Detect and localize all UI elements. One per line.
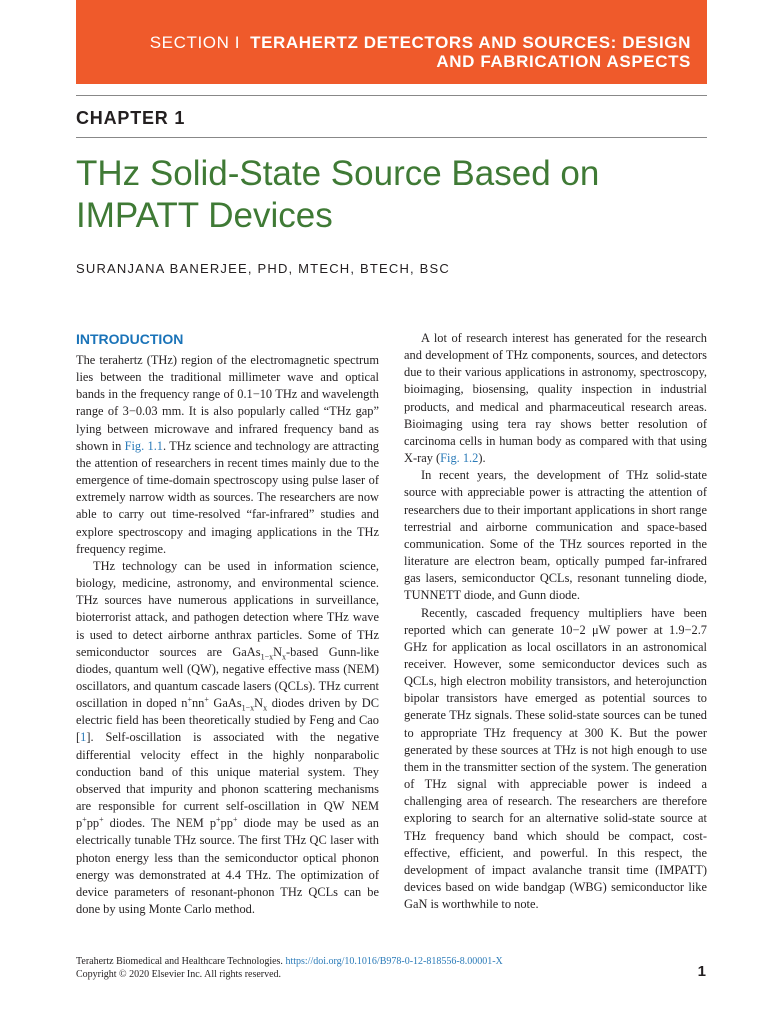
section-title-line-1: TERAHERTZ DETECTORS AND SOURCES: DESIGN bbox=[250, 33, 691, 52]
divider-bottom bbox=[76, 137, 707, 138]
footer-citation bbox=[76, 955, 503, 968]
chapter-title-line-2: IMPATT Devices bbox=[76, 196, 333, 235]
paragraph-2: THz technology can be used in information science, biology, medicine, astronomy, and environmental science. THz sources have numerous applications in surveillance, bioterrorist attack, and pathogen detection where THz wave is used to detect airborne anthrax particles. Some of THz semiconductor sources are $GaAs_{1-x}N_x$-based Gunn-like diodes, quantum well (QW), negative effective mass (NEM) oscillators, and quantum cascade lasers (QCLs). THz current oscillation in doped n+nn+ $GaAs_{1-x}N_x$ diodes driven by DC electric field has been theoretically studied by Feng and Cao [1]. Self-oscillation is associated with the negative differential velocity effect in the highly nonparabolic conduction band of this unique material system. They observed that impurity and phonon scattering mechanisms are responsible for current self-oscillation in QW NEM p+pp+ diodes. The NEM p+pp+ diode may be used as an electrically tunable THz source. The first THz QC laser with photon energy less than the semiconductor optical phonon energy was demonstrated at 4.4 THz. The optimization of device parameters of resonant-phonon THz QCLs can be done by using Monte Carlo method. bbox=[76, 558, 380, 916]
author-line: SURANJANA BANERJEE, PHD, MTECH, BTECH, BSC bbox=[76, 261, 451, 276]
chapter-label: CHAPTER 1 bbox=[76, 108, 186, 128]
divider-top bbox=[76, 95, 707, 96]
page-number: 1 bbox=[697, 963, 706, 980]
copyright: Copyright © 2020 Elsevier Inc. All rights reserved. bbox=[76, 969, 282, 980]
left-column bbox=[76, 330, 379, 918]
section-label: SECTION I bbox=[149, 33, 241, 52]
footer bbox=[76, 955, 503, 981]
right-column bbox=[404, 330, 707, 913]
section-banner bbox=[76, 0, 707, 84]
paragraph-5: Recently, cascaded frequency multipliers have been reported which can generate 10−2 μW power at 1.9−2.7 GHz for application as local oscillators in an astronomical receiver. However, some semiconductor devices such as QCLs, high electron mobility transistors, and heterojunction bipolar transistors have emerged as potential sources to generate THz signals. These solid-state sources can be tuned to appropriate THz frequency at 300 K. But the power generated by these sources at THz is not high enough to use them in the transmitter section of the system. The generation of THz signal with appreciable power is indeed a challenging area of research. The researchers are therefore exploring to search for an alternative solid-state source at THz frequency band which should be compact, cost-effective, efficient, and powerful. In this respect, the development of impact avalanche transit time (IMPATT) devices based on wide bandgap (WBG) semiconductor like GaN is worthwhile to note. bbox=[404, 605, 707, 912]
paragraph-1: The terahertz (THz) region of the electromagnetic spectrum lies between the traditional millimeter wave and optical bands in the frequency range of 0.1−10 THz and wavelength range of 3−0.03 mm. It is also popularly called “THz gap” lying between microwave and infrared frequency band as shown in Fig. 1.1. THz science and technology are attracting the attention of researchers in recent times mainly due to the emergence of time-domain spectroscopy using pulse laser of extremely narrow width as sources. The researchers are now able to carry out time-resolved “far-infrared” studies and explore spectroscopy and imaging applications in the THz frequency regime. bbox=[76, 353, 379, 556]
doi-link[interactable]: https://doi.org/10.1016/B978-0-12-818556-8.00001-X bbox=[285, 956, 503, 967]
paragraph-4: In recent years, the development of THz solid-state source with appreciable power is attracting the attention of researchers due to their important applications in short range terrestrial and airborne communication and space-based communication. Some of the THz sources reported in the literature are electron beam, optically pumped far-infrared gas lasers, semiconductor QCLs, resonant tunneling diode, TUNNETT diode, and Gunn diode. bbox=[404, 468, 707, 603]
journal-name: Terahertz Biomedical and Healthcare Technologies. bbox=[76, 956, 283, 967]
section-title-line-2: AND FABRICATION ASPECTS bbox=[436, 52, 691, 71]
fig-1-1-link[interactable]: Fig. 1.1 bbox=[124, 438, 164, 453]
chapter-title bbox=[76, 153, 716, 237]
reference-1-link[interactable]: 1 bbox=[80, 730, 87, 745]
paragraph-3: A lot of research interest has generated for the research and development of THz components, sources, and detectors due to their various applications in astronomy, spectroscopy, bioimaging, biosensing, quality inspection in industrial products, and medical and pharmaceutical research areas. Bioimaging using tera ray shows better resolution of carcinoma cells in human body as compared with that using X-ray (Fig. 1.2). bbox=[404, 331, 707, 466]
banner-line-1 bbox=[150, 33, 691, 53]
introduction-heading: INTRODUCTION bbox=[76, 331, 184, 347]
chapter-title-line-1: THz Solid-State Source Based on bbox=[76, 154, 600, 193]
fig-1-2-link[interactable]: Fig. 1.2 bbox=[440, 451, 479, 466]
